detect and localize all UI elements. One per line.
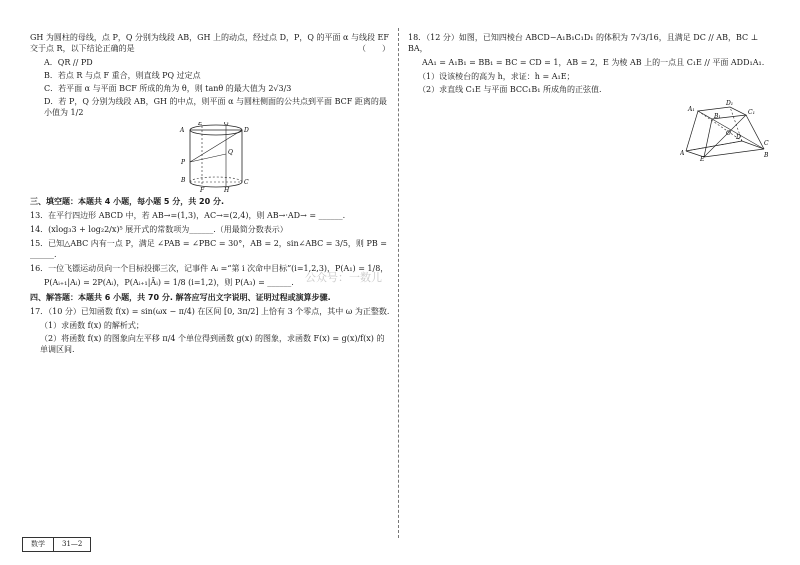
- fig18-label-a: A: [680, 150, 685, 157]
- page-footer: [22, 537, 91, 552]
- q15: 15．已知△ABC 内有一点 P，满足 ∠PAB = ∠PBC = 30°，AB = 2，sin∠ABC = 3/5，则 PB = ______.: [30, 239, 387, 259]
- fig18-label-a1: A₁: [688, 106, 695, 113]
- column-divider: [398, 28, 399, 538]
- q18-line1: 18．（12 分）如图，已知四棱台 ABCD−A₁B₁C₁D₁ 的体积为 7√3/16，且满足 DC // AB，BC ⊥ BA，: [408, 33, 759, 53]
- fig18-label-c: C: [764, 140, 769, 147]
- fig18-label-d: D: [736, 134, 741, 141]
- cylinder-figure: [178, 122, 258, 192]
- fig12-label-e: E: [198, 122, 203, 127]
- fig12-label-p: P: [181, 159, 186, 166]
- q17-stem: 17．（10 分）已知函数 f(x) = sin(ωx − π/4) 在区间 [0, 3π/2] 上恰有 3 个零点，其中 ω 为正整数.: [30, 307, 390, 316]
- fig12-label-b: B: [181, 177, 186, 184]
- q18-part2: （2）求直线 C₁E 与平面 BCC₁B₁ 所成角的正弦值.: [418, 85, 602, 94]
- fig12-label-q: Q: [228, 149, 233, 156]
- q14: 14．(xlog₃3 + log₂2/x)⁵ 展开式的常数项为______.（用最简分数表示）: [30, 225, 288, 234]
- q16-line1: 16．一位飞镖运动员向一个目标投掷三次，记事件 Aᵢ =“第 i 次命中目标”(i=1,2,3)，P(A₁) = 1/8，: [30, 264, 389, 273]
- q12-option-c: C．若平面 α 与平面 BCF 所成的角为 θ，则 tanθ 的最大值为 2√3/3: [44, 84, 292, 93]
- fig18-label-e: E: [700, 156, 705, 161]
- left-column: [30, 32, 390, 357]
- q12-option-b: B．若点 R 与点 F 重合，则直线 PQ 过定点: [44, 71, 201, 80]
- fig18-label-b1: B₁: [714, 113, 721, 120]
- q18-part1: （1）设该棱台的高为 h，求证：h = A₁E；: [418, 72, 575, 81]
- fig12-label-h: H: [224, 187, 230, 192]
- q12-answer-paren: （ ）: [358, 44, 390, 53]
- fig18-label-d1: D₁: [726, 100, 734, 107]
- watermark: 公众号：一数儿: [305, 271, 382, 284]
- fig18-label-c1: C₁: [748, 109, 755, 116]
- q17-part1: （1）求函数 f(x) 的解析式；: [40, 321, 144, 330]
- q16-line2: P(Aᵢ₊₁|Aᵢ) = 2P(Aᵢ)，P(Aᵢ₊₁|Āᵢ) = 1/8 (i=1,2)，则 P(A₃) = ______.: [44, 278, 294, 287]
- section-3-title: 三、填空题：本题共 4 小题，每小题 5 分，共 20 分.: [30, 197, 225, 206]
- right-column: [408, 32, 773, 161]
- q17-part2: （2）将函数 f(x) 的图象向左平移 π/4 个单位得到函数 g(x) 的图象，求函数 F(x) = g(x)/f(x) 的单调区间.: [40, 334, 385, 354]
- fig12-label-g: G: [224, 122, 229, 127]
- fig12-label-f: F: [200, 187, 205, 192]
- fig12-label-d: D: [244, 127, 249, 134]
- fig18-label-o: O: [726, 130, 731, 137]
- q18-line2: AA₁ = A₁B₁ = BB₁ = BC = CD = 1，AB = 2，E 为棱 AB 上的一点且 C₁E // 平面 ADD₁A₁.: [422, 58, 765, 67]
- q12-option-d: D．若 P，Q 分别为线段 AB，GH 的中点，则平面 α 与圆柱侧面的公共点到平面 BCF 距离的最小值为 1/2: [44, 97, 387, 117]
- q12-stem: GH 为圆柱的母线，点 P，Q 分别为线段 AB，GH 上的动点，经过点 D，P，Q 的平面 α 与线段 EF 交于点 R，以下结论正确的是 （ ）: [30, 33, 390, 53]
- frustum-figure: [680, 99, 770, 161]
- section-4-title: 四、解答题：本题共 6 小题，共 70 分. 解答应写出文字说明、证明过程或演算步骤.: [30, 293, 331, 302]
- fig18-label-b: B: [764, 152, 769, 159]
- fig12-label-a: A: [180, 127, 185, 134]
- q13: 13．在平行四边形 ABCD 中，若 AB→=(1,3)，AC→=(2,4)，则 AB→·AD→ = ______.: [30, 211, 346, 220]
- footer-subject: 数学: [23, 538, 54, 551]
- fig12-label-c: C: [244, 179, 249, 186]
- footer-page-number: 31—2: [62, 540, 83, 548]
- q12-option-a: A．QR // PD: [44, 58, 93, 67]
